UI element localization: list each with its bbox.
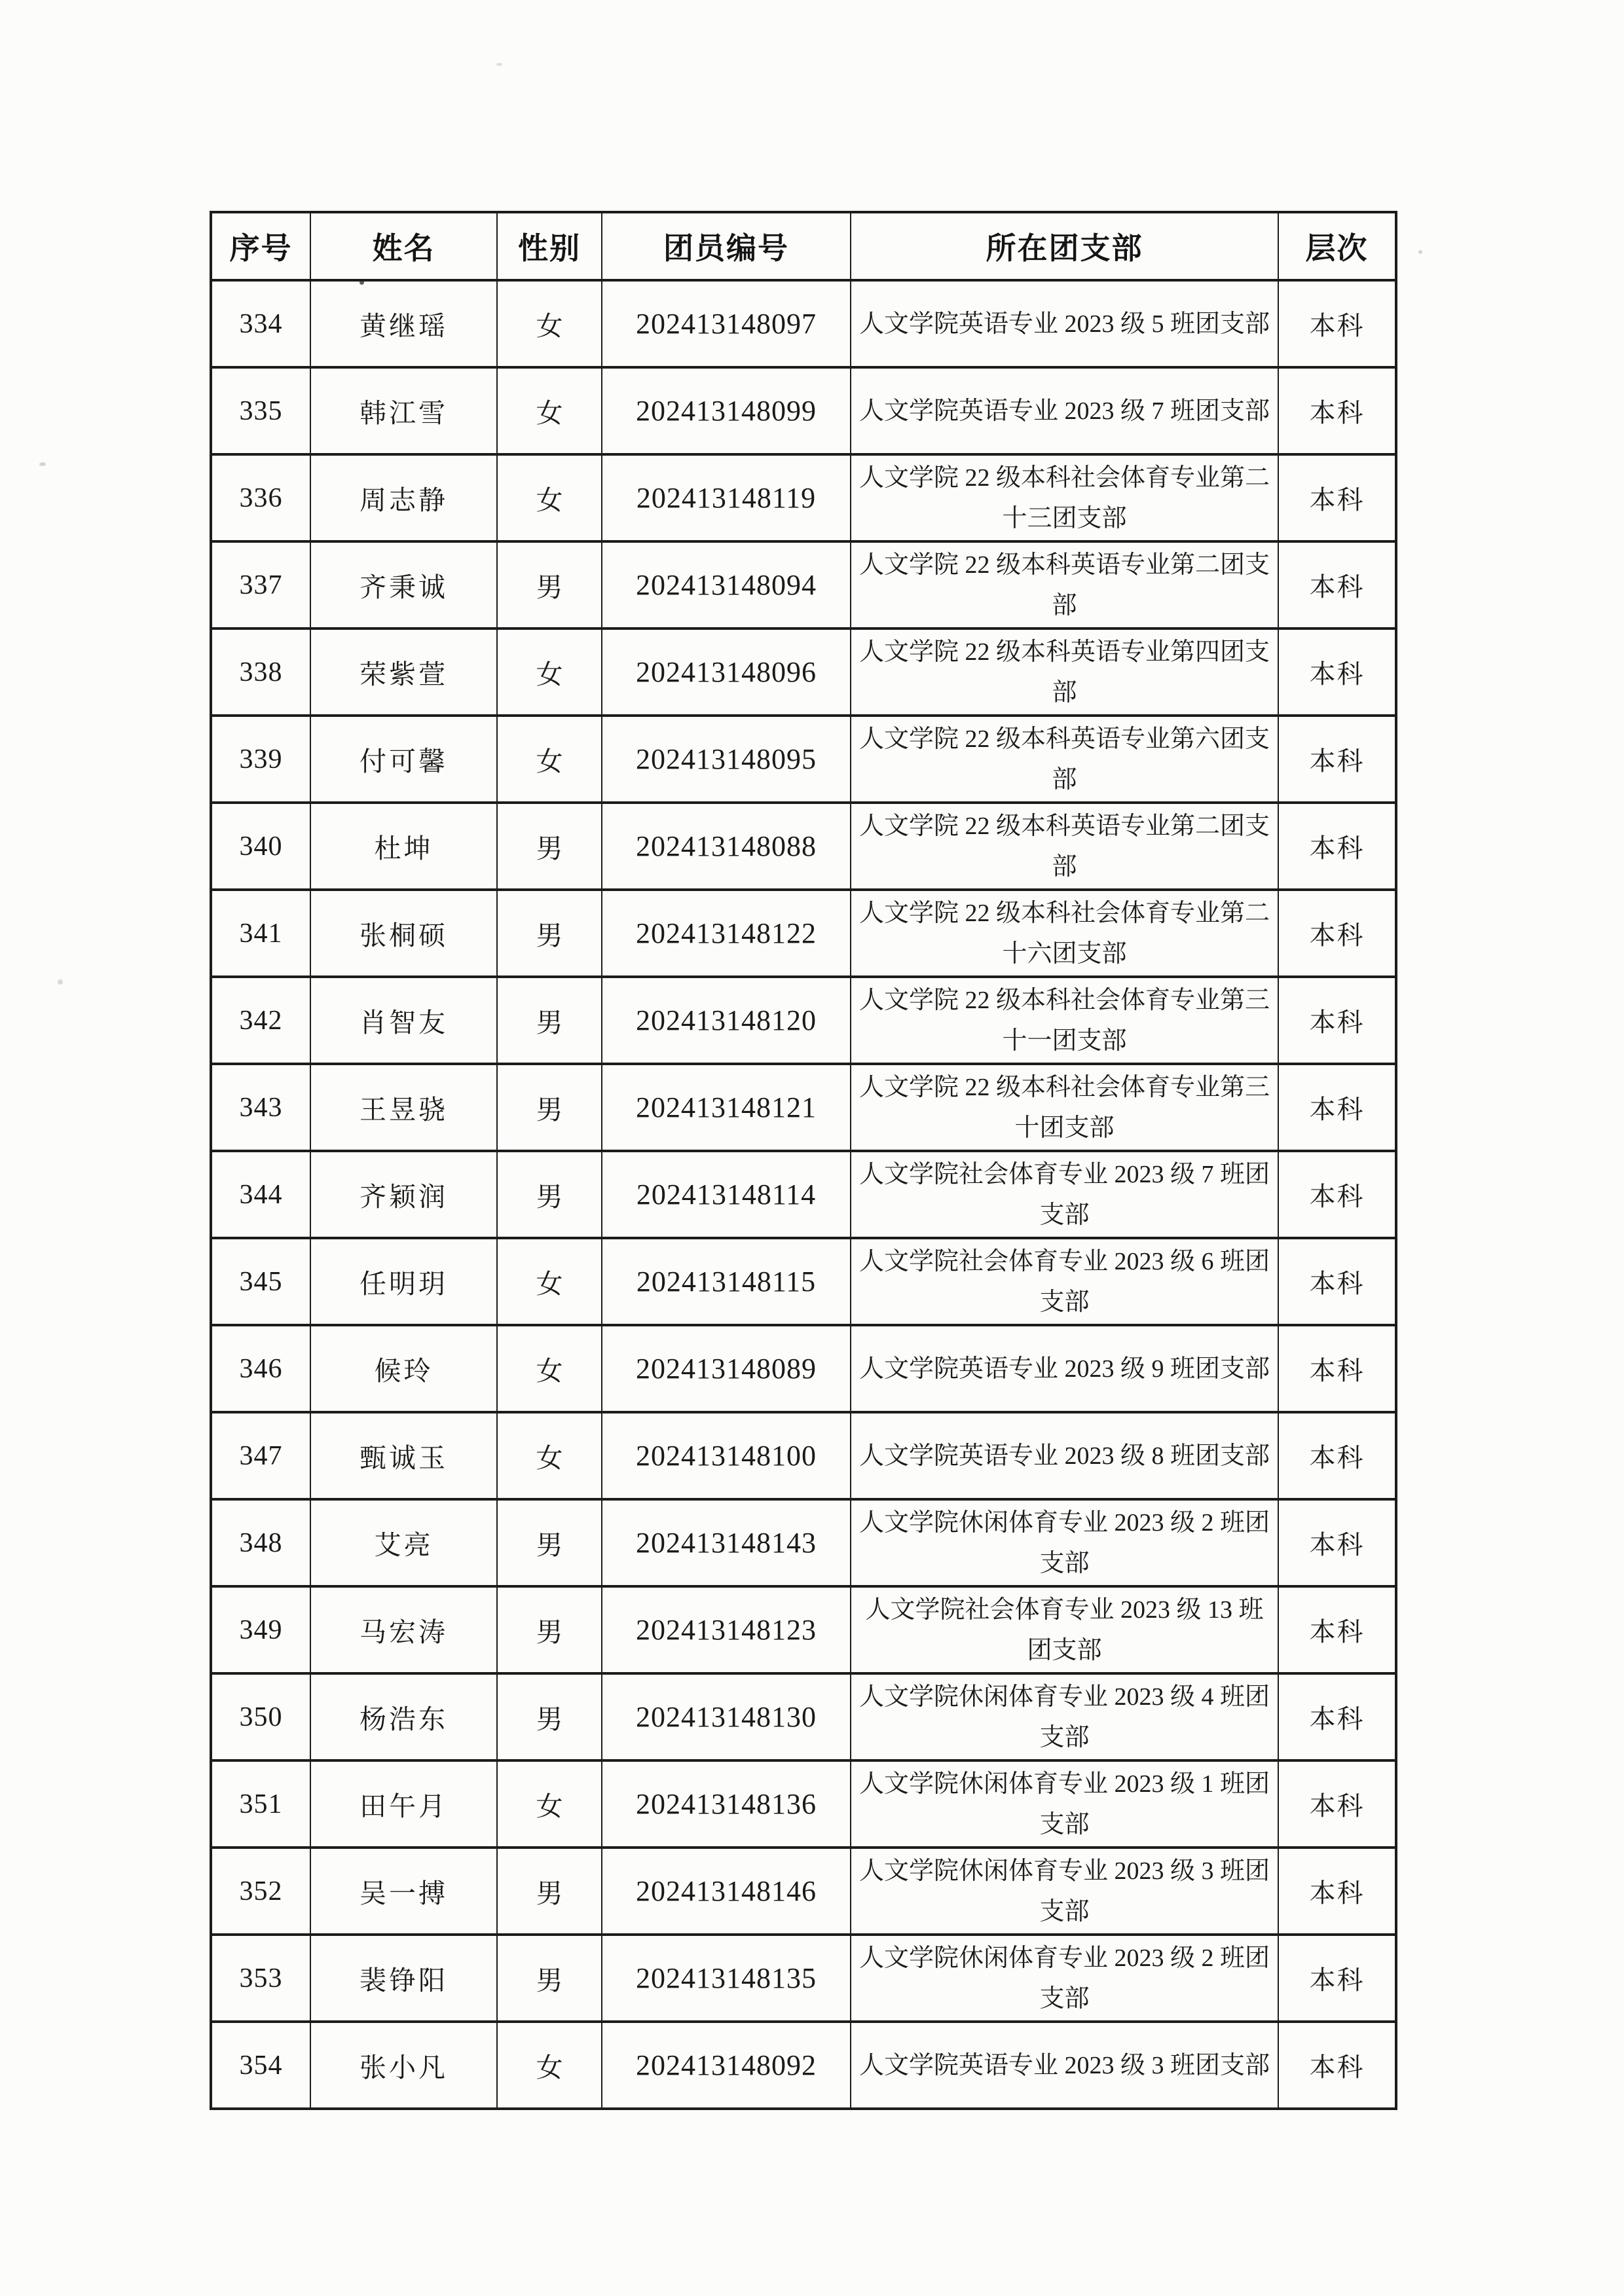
cell-branch: 人文学院休闲体育专业 2023 级 3 班团支部 <box>851 1848 1278 1935</box>
cell-level: 本科 <box>1278 367 1396 454</box>
column-header-level: 层次 <box>1278 212 1396 280</box>
cell-gender: 女 <box>497 280 602 367</box>
cell-gender: 男 <box>497 890 602 977</box>
cell-member_id: 202413148122 <box>602 890 851 977</box>
cell-level: 本科 <box>1278 2022 1396 2109</box>
column-header-member-id: 团员编号 <box>602 212 851 280</box>
column-header-no: 序号 <box>211 212 310 280</box>
cell-member_id: 202413148114 <box>602 1151 851 1238</box>
table-row <box>211 716 1396 803</box>
cell-no: 352 <box>211 1848 310 1935</box>
cell-member_id: 202413148094 <box>602 541 851 629</box>
cell-member_id: 202413148092 <box>602 2022 851 2109</box>
cell-name: 田午月 <box>310 1760 497 1848</box>
cell-name: 裴铮阳 <box>310 1935 497 2022</box>
table-row <box>211 890 1396 977</box>
cell-gender: 女 <box>497 1238 602 1325</box>
cell-name: 黄继瑶 <box>310 280 497 367</box>
cell-gender: 女 <box>497 1325 602 1412</box>
cell-member_id: 202413148119 <box>602 454 851 541</box>
cell-gender: 女 <box>497 629 602 716</box>
cell-member_id: 202413148096 <box>602 629 851 716</box>
cell-level: 本科 <box>1278 716 1396 803</box>
cell-name: 齐秉诚 <box>310 541 497 629</box>
cell-gender: 男 <box>497 1935 602 2022</box>
table-row <box>211 1412 1396 1499</box>
table-row <box>211 1586 1396 1673</box>
member-table-body <box>211 280 1396 2109</box>
cell-branch: 人文学院休闲体育专业 2023 级 4 班团支部 <box>851 1673 1278 1760</box>
cell-no: 351 <box>211 1760 310 1848</box>
cell-branch: 人文学院社会体育专业 2023 级 6 班团支部 <box>851 1238 1278 1325</box>
cell-member_id: 202413148099 <box>602 367 851 454</box>
cell-name: 马宏涛 <box>310 1586 497 1673</box>
cell-member_id: 202413148121 <box>602 1064 851 1151</box>
cell-branch: 人文学院休闲体育专业 2023 级 1 班团支部 <box>851 1760 1278 1848</box>
cell-level: 本科 <box>1278 1064 1396 1151</box>
cell-name: 齐颖润 <box>310 1151 497 1238</box>
cell-member_id: 202413148143 <box>602 1499 851 1586</box>
cell-gender: 男 <box>497 541 602 629</box>
cell-branch: 人文学院英语专业 2023 级 5 班团支部 <box>851 280 1278 367</box>
cell-name: 候玲 <box>310 1325 497 1412</box>
cell-branch: 人文学院 22 级本科英语专业第四团支部 <box>851 629 1278 716</box>
cell-branch: 人文学院英语专业 2023 级 7 班团支部 <box>851 367 1278 454</box>
cell-gender: 男 <box>497 1151 602 1238</box>
table-header-row <box>211 212 1396 280</box>
cell-level: 本科 <box>1278 1325 1396 1412</box>
cell-member_id: 202413148120 <box>602 977 851 1064</box>
cell-member_id: 202413148136 <box>602 1760 851 1848</box>
cell-no: 339 <box>211 716 310 803</box>
cell-name: 杨浩东 <box>310 1673 497 1760</box>
cell-member_id: 202413148100 <box>602 1412 851 1499</box>
cell-branch: 人文学院休闲体育专业 2023 级 2 班团支部 <box>851 1935 1278 2022</box>
cell-no: 340 <box>211 803 310 890</box>
cell-branch: 人文学院休闲体育专业 2023 级 2 班团支部 <box>851 1499 1278 1586</box>
table-row <box>211 1760 1396 1848</box>
table-row <box>211 629 1396 716</box>
cell-no: 335 <box>211 367 310 454</box>
cell-no: 350 <box>211 1673 310 1760</box>
cell-branch: 人文学院 22 级本科英语专业第二团支部 <box>851 803 1278 890</box>
cell-level: 本科 <box>1278 280 1396 367</box>
cell-member_id: 202413148130 <box>602 1673 851 1760</box>
cell-branch: 人文学院社会体育专业 2023 级 7 班团支部 <box>851 1151 1278 1238</box>
cell-branch: 人文学院英语专业 2023 级 3 班团支部 <box>851 2022 1278 2109</box>
cell-gender: 女 <box>497 454 602 541</box>
cell-no: 337 <box>211 541 310 629</box>
cell-gender: 男 <box>497 1499 602 1586</box>
cell-gender: 女 <box>497 2022 602 2109</box>
cell-gender: 女 <box>497 716 602 803</box>
cell-name: 任明玥 <box>310 1238 497 1325</box>
table-row <box>211 803 1396 890</box>
cell-level: 本科 <box>1278 1848 1396 1935</box>
cell-level: 本科 <box>1278 1760 1396 1848</box>
table-row <box>211 1673 1396 1760</box>
cell-name: 张桐硕 <box>310 890 497 977</box>
cell-no: 342 <box>211 977 310 1064</box>
cell-level: 本科 <box>1278 803 1396 890</box>
cell-level: 本科 <box>1278 1412 1396 1499</box>
scan-artifact <box>39 462 46 466</box>
column-header-gender: 性别 <box>497 212 602 280</box>
cell-name: 杜坤 <box>310 803 497 890</box>
cell-name: 荣紫萱 <box>310 629 497 716</box>
cell-level: 本科 <box>1278 977 1396 1064</box>
scan-artifact <box>1418 250 1422 254</box>
table-row <box>211 1238 1396 1325</box>
table-row <box>211 1325 1396 1412</box>
table-row <box>211 977 1396 1064</box>
cell-name: 甄诚玉 <box>310 1412 497 1499</box>
cell-gender: 男 <box>497 1848 602 1935</box>
cell-branch: 人文学院 22 级本科社会体育专业第二十三团支部 <box>851 454 1278 541</box>
table-row <box>211 367 1396 454</box>
cell-member_id: 202413148088 <box>602 803 851 890</box>
column-header-name: 姓名 <box>310 212 497 280</box>
cell-no: 346 <box>211 1325 310 1412</box>
cell-member_id: 202413148089 <box>602 1325 851 1412</box>
cell-no: 344 <box>211 1151 310 1238</box>
cell-name: 艾亮 <box>310 1499 497 1586</box>
cell-level: 本科 <box>1278 890 1396 977</box>
table-row <box>211 541 1396 629</box>
cell-branch: 人文学院英语专业 2023 级 8 班团支部 <box>851 1412 1278 1499</box>
cell-member_id: 202413148123 <box>602 1586 851 1673</box>
cell-gender: 男 <box>497 977 602 1064</box>
cell-no: 341 <box>211 890 310 977</box>
cell-member_id: 202413148135 <box>602 1935 851 2022</box>
cell-no: 345 <box>211 1238 310 1325</box>
cell-name: 吴一搏 <box>310 1848 497 1935</box>
cell-branch: 人文学院 22 级本科社会体育专业第三十团支部 <box>851 1064 1278 1151</box>
cell-gender: 女 <box>497 1760 602 1848</box>
column-header-branch: 所在团支部 <box>851 212 1278 280</box>
table-row <box>211 1848 1396 1935</box>
cell-level: 本科 <box>1278 1238 1396 1325</box>
cell-no: 347 <box>211 1412 310 1499</box>
cell-level: 本科 <box>1278 1673 1396 1760</box>
cell-branch: 人文学院 22 级本科社会体育专业第二十六团支部 <box>851 890 1278 977</box>
cell-name: 周志静 <box>310 454 497 541</box>
cell-name: 付可馨 <box>310 716 497 803</box>
table-row <box>211 1499 1396 1586</box>
cell-name: 肖智友 <box>310 977 497 1064</box>
scan-artifact <box>496 63 502 66</box>
cell-no: 343 <box>211 1064 310 1151</box>
cell-no: 334 <box>211 280 310 367</box>
cell-no: 336 <box>211 454 310 541</box>
cell-no: 348 <box>211 1499 310 1586</box>
cell-name: 张小凡 <box>310 2022 497 2109</box>
cell-member_id: 202413148115 <box>602 1238 851 1325</box>
cell-branch: 人文学院 22 级本科英语专业第二团支部 <box>851 541 1278 629</box>
cell-level: 本科 <box>1278 541 1396 629</box>
cell-member_id: 202413148095 <box>602 716 851 803</box>
cell-level: 本科 <box>1278 1151 1396 1238</box>
cell-level: 本科 <box>1278 629 1396 716</box>
cell-member_id: 202413148146 <box>602 1848 851 1935</box>
cell-level: 本科 <box>1278 1499 1396 1586</box>
cell-gender: 女 <box>497 1412 602 1499</box>
cell-no: 353 <box>211 1935 310 2022</box>
cell-level: 本科 <box>1278 1935 1396 2022</box>
scan-artifact <box>58 979 63 985</box>
table-row <box>211 1935 1396 2022</box>
cell-name: 王昱骁 <box>310 1064 497 1151</box>
table-row <box>211 454 1396 541</box>
cell-name: 韩江雪 <box>310 367 497 454</box>
cell-branch: 人文学院社会体育专业 2023 级 13 班团支部 <box>851 1586 1278 1673</box>
cell-no: 349 <box>211 1586 310 1673</box>
cell-gender: 男 <box>497 1064 602 1151</box>
cell-gender: 男 <box>497 803 602 890</box>
cell-level: 本科 <box>1278 1586 1396 1673</box>
table-row <box>211 1151 1396 1238</box>
cell-branch: 人文学院 22 级本科英语专业第六团支部 <box>851 716 1278 803</box>
table-row <box>211 280 1396 367</box>
cell-branch: 人文学院英语专业 2023 级 9 班团支部 <box>851 1325 1278 1412</box>
cell-gender: 男 <box>497 1673 602 1760</box>
cell-level: 本科 <box>1278 454 1396 541</box>
cell-gender: 男 <box>497 1586 602 1673</box>
league-member-roster-table <box>210 211 1397 2110</box>
table-row <box>211 2022 1396 2109</box>
cell-branch: 人文学院 22 级本科社会体育专业第三十一团支部 <box>851 977 1278 1064</box>
cell-member_id: 202413148097 <box>602 280 851 367</box>
cell-no: 354 <box>211 2022 310 2109</box>
cell-no: 338 <box>211 629 310 716</box>
cell-gender: 女 <box>497 367 602 454</box>
table-row <box>211 1064 1396 1151</box>
